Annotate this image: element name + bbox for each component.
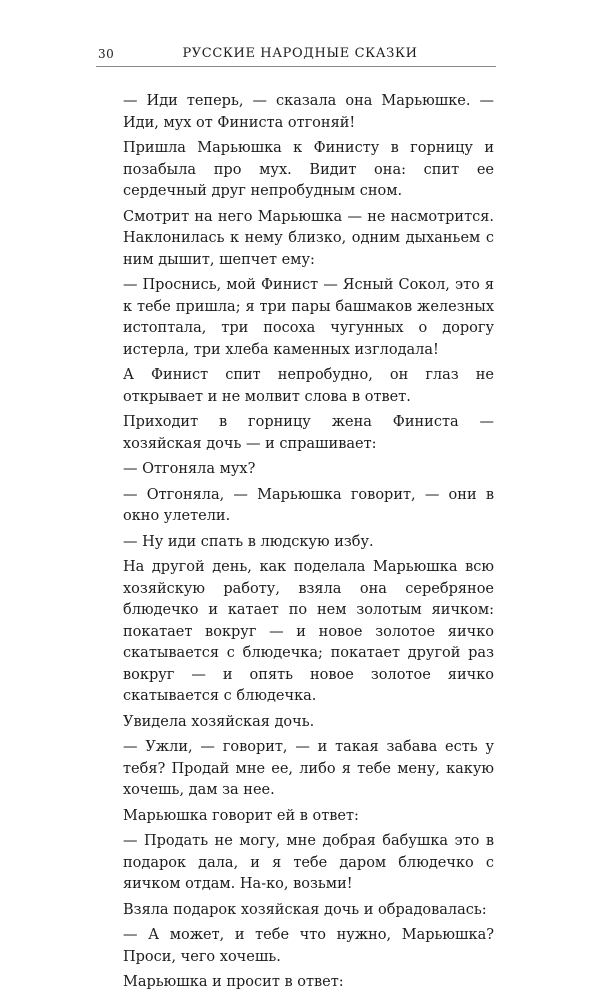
paragraph: Приходит в горницу жена Финиста — хозяйская дочь — и спрашивает: <box>123 414 494 452</box>
paragraph: — Отгоняла мух? <box>123 461 256 477</box>
paragraph: — Проснись, мой Финист — Ясный Сокол, это я к тебе пришла; я три пары башмаков железных истоптала, три посоха чугунных о дорогу истерла, три хлеба каменных изглодала! <box>123 277 494 358</box>
paragraph: А Финист спит непробудно, он глаз не открывает и не молвит слова в ответ. <box>123 367 494 405</box>
paragraph: — А может, и тебе что нужно, Марьюшка? Проси, чего хочешь. <box>123 927 494 965</box>
paragraph: — Продать не могу, мне добрая бабушка это в подарок дала, и я тебе даром блюдечко с яичком отдам. На-ко, возьми! <box>123 833 494 892</box>
paragraph: Смотрит на него Марьюшка — не насмотрится. Наклонилась к нему близко, одним дыханьем с ним дышит, шепчет ему: <box>123 208 494 268</box>
paragraph: Марьюшка и просит в ответ: <box>123 974 344 990</box>
paragraph: Увидела хозяйская дочь. <box>123 713 315 730</box>
paragraph: На другой день, как поделала Марьюшка всю хозяйскую работу, взяла она серебряное блюдечко и катает по нем золотым яичком: покатает вокруг — и новое золотое яичко скатывается с блюдечка; покатает другой раз вокруг — и опять новое золотое яичко скатывается с блюдечка. <box>123 559 494 704</box>
paragraph: Марьюшка говорит ей в ответ: <box>123 807 359 824</box>
paragraph: — Иди теперь, — сказала она Марьюшке. — Иди, мух от Финиста отгоняй! <box>123 93 494 131</box>
paragraph: — Ну иди спать в людскую избу. <box>123 533 374 550</box>
paragraph: Пришла Марьюшка к Финисту в горницу и позабыла про мух. Видит она: спит ее сердечный друг непробудным сном. <box>123 140 494 199</box>
paragraph: — Отгоняла, — Марьюшка говорит, — они в окно улетели. <box>123 486 494 524</box>
running-head: РУССКИЕ НАРОДНЫЕ СКАЗКИ <box>182 46 418 61</box>
paragraph: — Ужли, — говорит, — и такая забава есть у тебя? Продай мне ее, либо я тебе мену, какую хочешь, дам за нее. <box>123 739 494 798</box>
header-rule <box>96 66 496 67</box>
paragraph: Взяла подарок хозяйская дочь и обрадовалась: <box>123 901 487 918</box>
page-number: 30 <box>98 47 115 61</box>
body-text <box>123 91 494 998</box>
